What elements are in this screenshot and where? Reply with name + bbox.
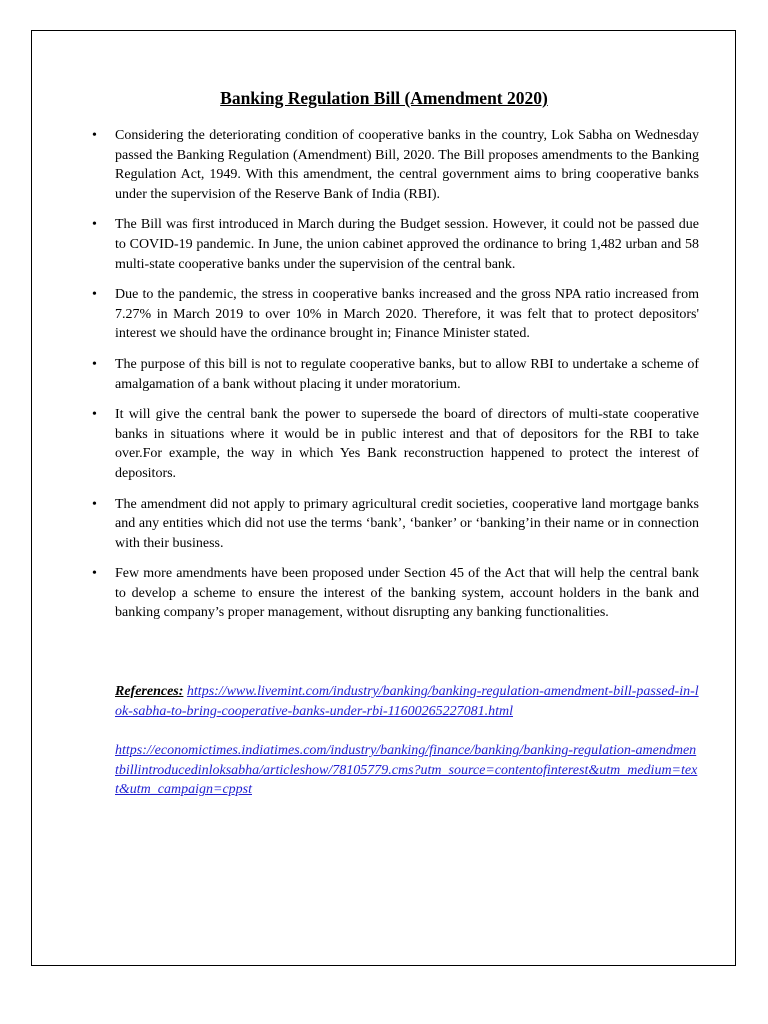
bullet-text-2: The Bill was first introduced in March during the Budget session. However, it could not be passed due to COVID-19 pandemic. In June, the union cabinet approved the ordinance to bring 1,482 urban and 58 multi-state cooperative banks under the supervision of the central bank. xyxy=(115,217,699,272)
bullet-dot-icon: • xyxy=(92,287,97,303)
references-label: References: xyxy=(115,684,184,699)
bullet-text-7: Few more amendments have been proposed under Section 45 of the Act that will help the central bank to develop a scheme to ensure the interest of the banking system, account holders in the bank and banking company’s proper management, without disrupting any banking functionalities. xyxy=(115,566,699,621)
bullet-dot-icon: • xyxy=(92,407,97,423)
bullet-list xyxy=(92,126,699,634)
bullet-dot-icon: • xyxy=(92,566,97,582)
bullet-item-6 xyxy=(92,495,699,554)
bullet-dot-icon: • xyxy=(92,128,97,143)
bullet-text-6: The amendment did not apply to primary agricultural credit societies, cooperative land mortgage banks and any entities which did not use the terms ‘bank’, ‘banker’ or ‘banking’in their name or in connection with their business. xyxy=(115,496,699,551)
bullet-item-7 xyxy=(92,564,699,623)
bullet-item-4 xyxy=(92,355,699,394)
reference-link-livemint[interactable]: https://www.livemint.com/industry/banking/banking-regulation-amendment-bill-passed-in-lok-sabha-to-bring-cooperative-banks-under-rbi-11600265227081.html xyxy=(115,684,699,719)
bullet-dot-icon: • xyxy=(92,496,97,512)
bullet-text-3: Due to the pandemic, the stress in cooperative banks increased and the gross NPA ratio increased from 7.27% in March 2019 to over 10% in March 2020. Therefore, it was felt that to protect depositors' interest we should have the ordinance brought in; Finance Minister stated. xyxy=(115,287,699,342)
bullet-item-3 xyxy=(92,285,699,344)
reference-link-economictimes[interactable]: https://economictimes.indiatimes.com/industry/banking/finance/banking/banking-regulation-amendmentbillintroducedinloksabha/articleshow/78105779.cms?utm_source=contentofinterest&utm_medium=text&utm_campaign=cppst xyxy=(115,743,698,798)
bullet-dot-icon: • xyxy=(92,217,97,233)
bullet-item-1 xyxy=(92,126,699,204)
bullet-text-4: The purpose of this bill is not to regulate cooperative banks, but to allow RBI to undertake a scheme of amalgamation of a bank without placing it under moratorium. xyxy=(115,356,699,392)
references-section xyxy=(115,682,699,820)
reference-block-2 xyxy=(115,741,699,800)
bullet-dot-icon: • xyxy=(92,356,97,372)
bullet-text-1: Considering the deteriorating condition of cooperative banks in the country, Lok Sabha on Wednesday passed the Banking Regulation (Amendment) Bill, 2020. The Bill proposes amendments to the Banking Regulation Act, 1949. With this amendment, the central government aims to bring cooperative banks under the supervision of the Reserve Bank of India (RBI). xyxy=(115,128,699,202)
reference-block-1 xyxy=(115,682,699,721)
bullet-item-5 xyxy=(92,405,699,483)
bullet-text-5: It will give the central bank the power to supersede the board of directors of multi-state cooperative banks in situations where it would be in public interest and that of depositors for the RBI to take over.For example, the way in which Yes Bank reconstruction happened to protect the interest of depositors. xyxy=(115,407,699,481)
document-title: Banking Regulation Bill (Amendment 2020) xyxy=(220,88,548,108)
bullet-item-2 xyxy=(92,215,699,274)
